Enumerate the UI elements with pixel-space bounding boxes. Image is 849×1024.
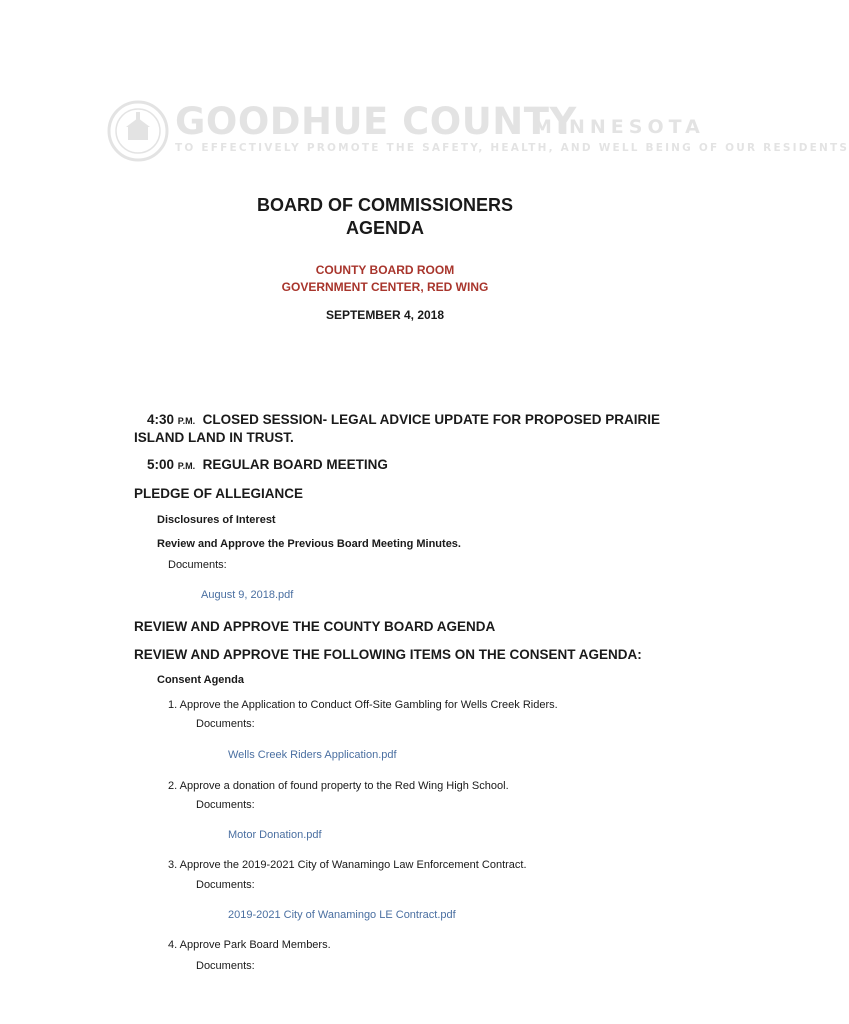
minutes-documents-label: Documents:: [168, 559, 227, 571]
consent-item-documents-label: Documents:: [196, 799, 255, 811]
county-seal-icon: [107, 100, 169, 162]
meeting-date: SEPTEMBER 4, 2018: [325, 308, 445, 322]
regular-meeting-ampm: P.M.: [177, 461, 196, 471]
closed-session-time: 4:30: [147, 412, 175, 427]
consent-item-documents-label: Documents:: [196, 879, 255, 891]
consent-item: [168, 699, 558, 711]
consent-item-text: Approve the 2019-2021 City of Wanamingo Law Enforcement Contract.: [179, 859, 527, 871]
review-consent-heading: REVIEW AND APPROVE THE FOLLOWING ITEMS ON THE CONSENT AGENDA:: [134, 647, 642, 662]
consent-item-text: Approve Park Board Members.: [179, 939, 331, 951]
watermark-county-name: GOODHUE COUNTY: [175, 100, 577, 143]
regular-meeting-heading: [147, 457, 388, 472]
consent-item: [168, 780, 509, 792]
consent-item-number: 3.: [168, 859, 178, 871]
consent-item-number: 4.: [168, 939, 178, 951]
closed-session-title-line1: CLOSED SESSION- LEGAL ADVICE UPDATE FOR PROPOSED PRAIRIE: [202, 412, 660, 427]
consent-item-document-link[interactable]: 2019-2021 City of Wanamingo LE Contract.pdf: [228, 909, 456, 921]
location-line1: COUNTY BOARD ROOM: [315, 263, 455, 277]
consent-item-documents-label: Documents:: [196, 960, 255, 972]
pledge-heading: PLEDGE OF ALLEGIANCE: [134, 486, 304, 501]
consent-agenda-heading: Consent Agenda: [157, 674, 244, 686]
regular-meeting-title: REGULAR BOARD MEETING: [202, 457, 388, 472]
watermark-state: MINNESOTA: [533, 116, 705, 138]
consent-item-document-link[interactable]: Wells Creek Riders Application.pdf: [228, 749, 397, 761]
minutes-heading: Review and Approve the Previous Board Meeting Minutes.: [157, 538, 461, 550]
page-title-line2: AGENDA: [345, 218, 424, 238]
meeting-location: [0, 262, 770, 296]
disclosures-heading: Disclosures of Interest: [157, 514, 276, 526]
regular-meeting-time: 5:00: [147, 457, 175, 472]
consent-item-number: 2.: [168, 780, 178, 792]
watermark-tagline: TO EFFECTIVELY PROMOTE THE SAFETY, HEALTH, AND WELL BEING OF OUR RESIDENTS: [175, 142, 849, 154]
location-line2: GOVERNMENT CENTER, RED WING: [281, 280, 489, 294]
consent-item-number: 1.: [168, 699, 178, 711]
county-logo-watermark: [107, 100, 849, 162]
consent-item-text: Approve a donation of found property to the Red Wing High School.: [179, 780, 509, 792]
consent-item: [168, 859, 527, 871]
page-title-line1: BOARD OF COMMISSIONERS: [256, 195, 513, 215]
closed-session-ampm: P.M.: [177, 416, 196, 426]
consent-item-text: Approve the Application to Conduct Off-Site Gambling for Wells Creek Riders.: [179, 699, 558, 711]
consent-item-document-link[interactable]: Motor Donation.pdf: [228, 829, 322, 841]
page-title: [0, 194, 770, 240]
consent-item: [168, 939, 331, 951]
minutes-document-link[interactable]: August 9, 2018.pdf: [201, 589, 294, 601]
consent-item-documents-label: Documents:: [196, 718, 255, 730]
closed-session-title-line2: ISLAND LAND IN TRUST.: [134, 430, 294, 445]
review-agenda-heading: REVIEW AND APPROVE THE COUNTY BOARD AGENDA: [134, 619, 496, 634]
closed-session-heading: [147, 412, 660, 427]
